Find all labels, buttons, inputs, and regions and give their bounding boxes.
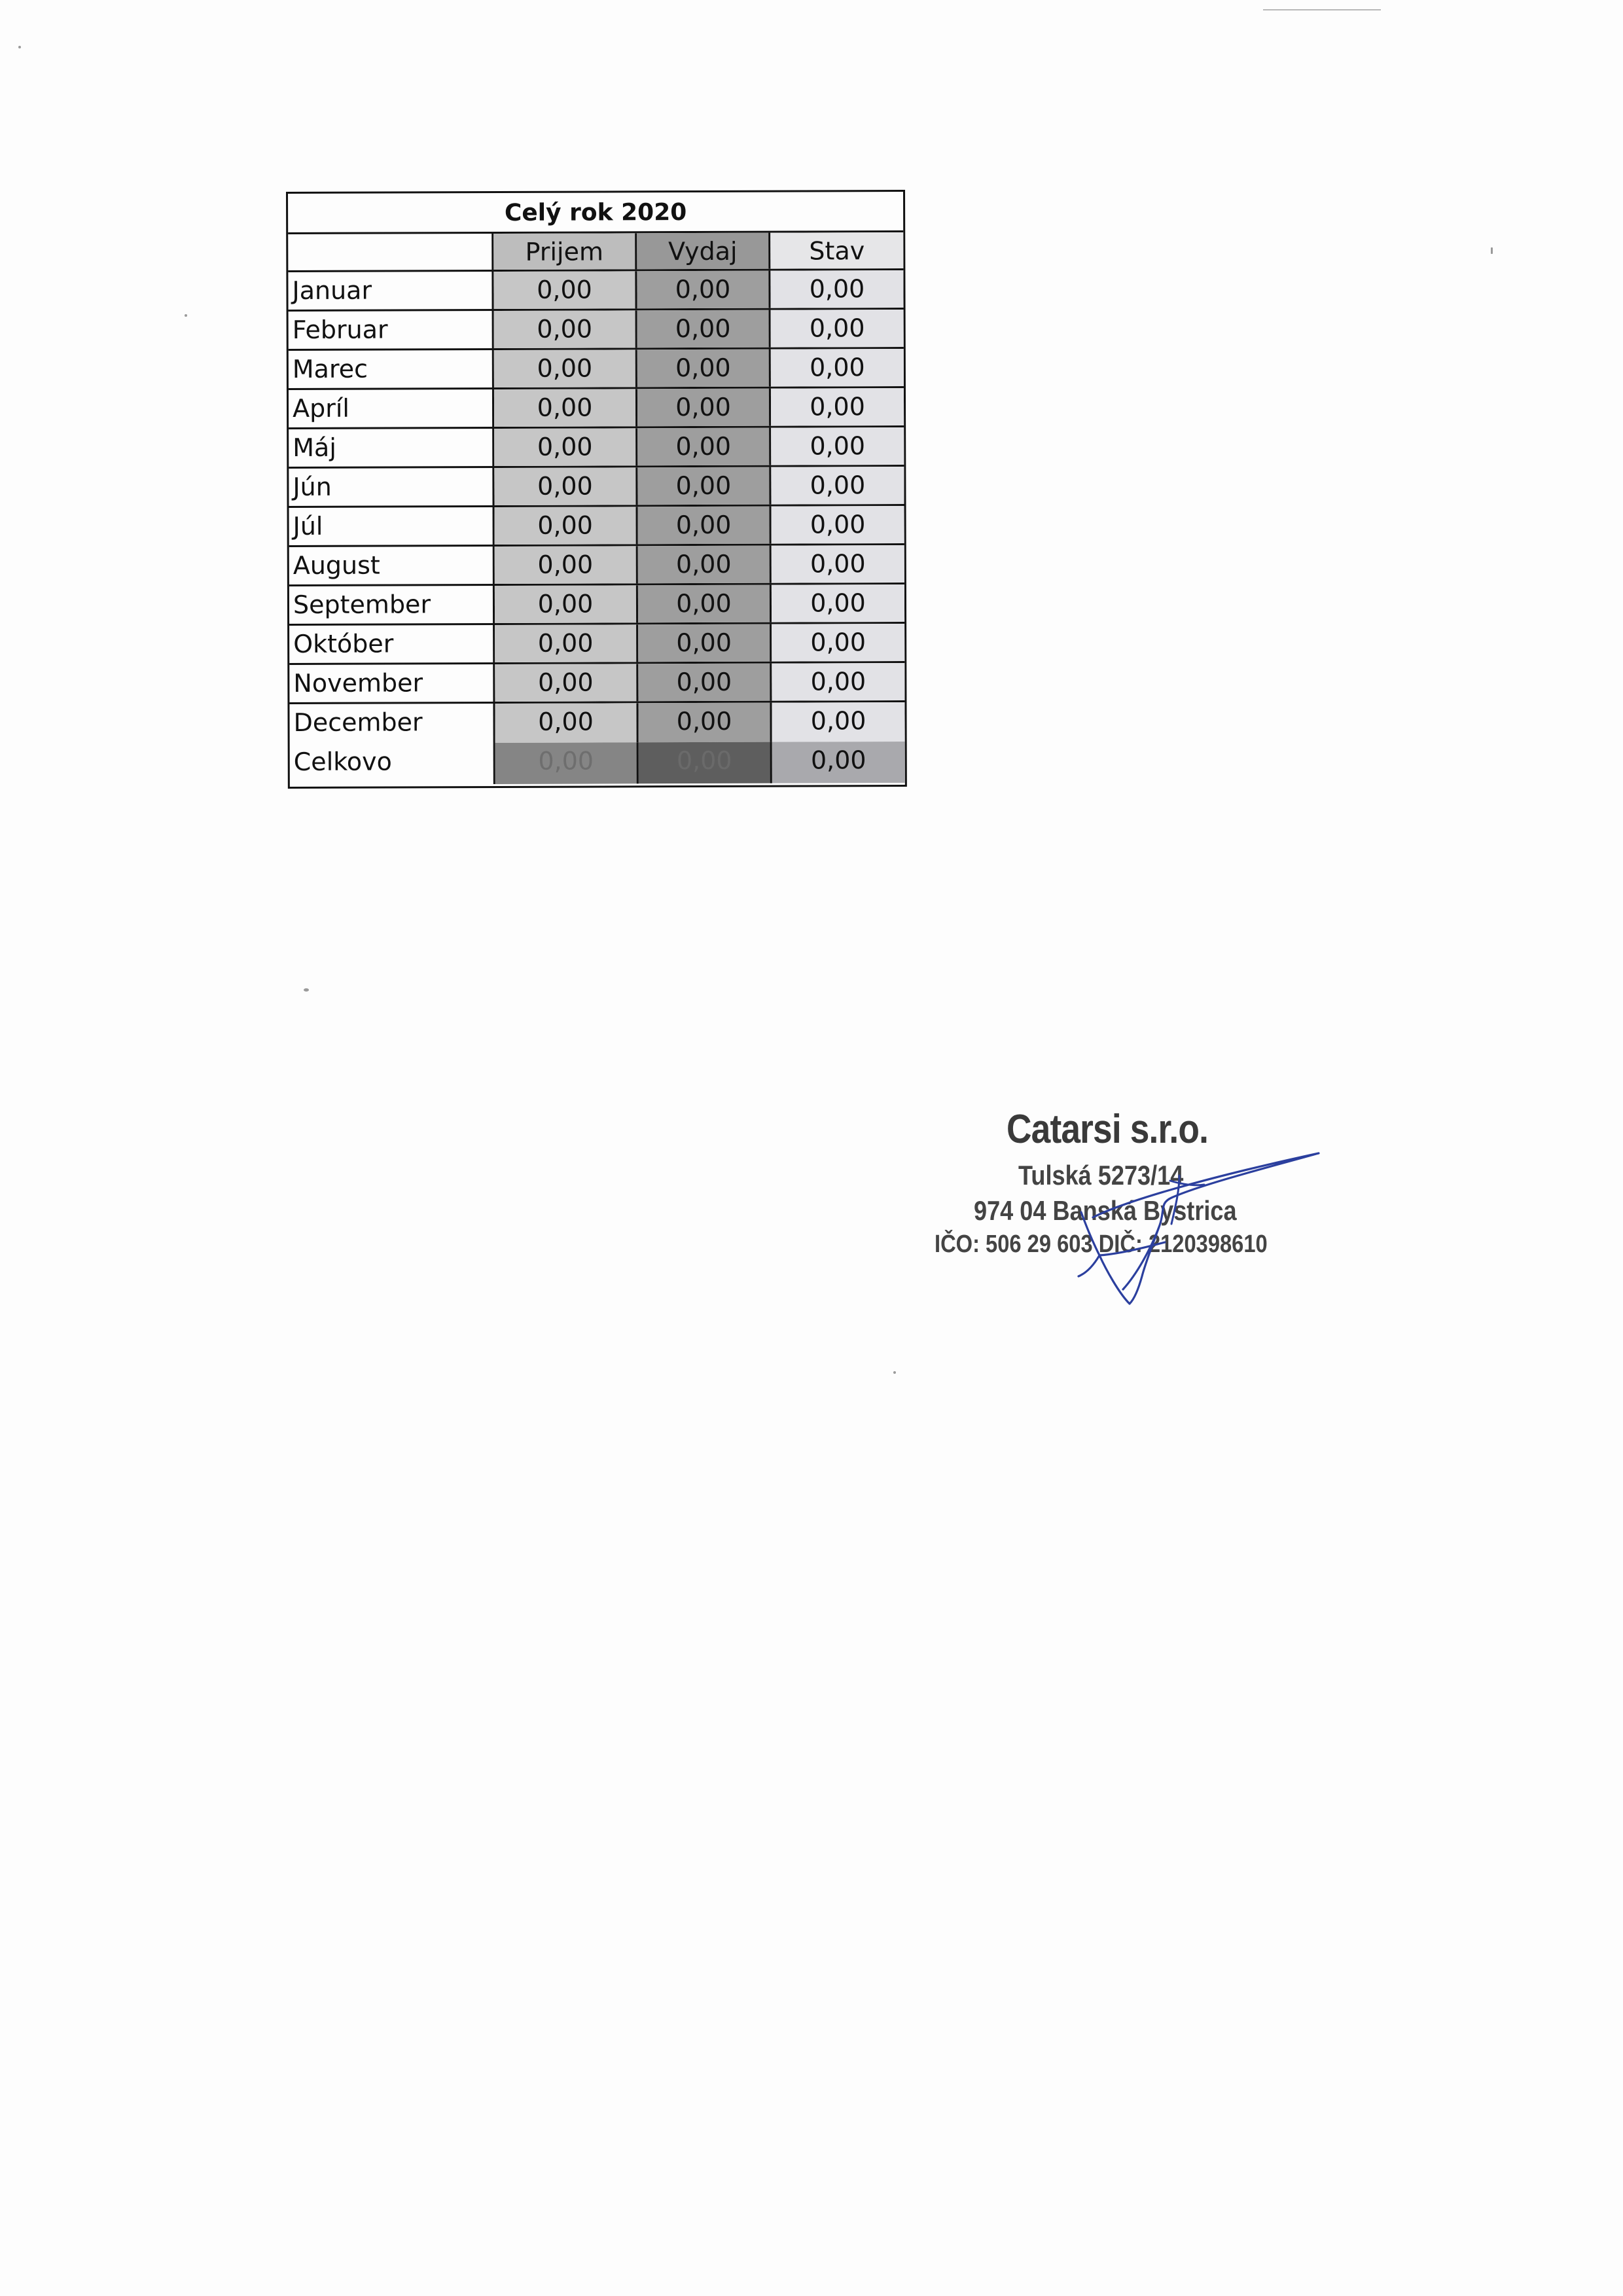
- vydaj-value: 0,00: [638, 624, 772, 662]
- total-prijem: 0,00: [495, 742, 639, 784]
- month-label: Januar: [288, 272, 493, 310]
- month-label: August: [289, 547, 495, 584]
- prijem-value: 0,00: [494, 467, 637, 505]
- stamp-ids: IČO: 506 29 603 DIČ: 2120398610: [935, 1230, 1268, 1258]
- stamp-company-name: Catarsi s.r.o.: [1007, 1107, 1209, 1152]
- header-stav: Stav: [770, 232, 903, 269]
- table-title-row: [288, 192, 903, 234]
- stav-value: 0,00: [772, 506, 904, 544]
- scan-edge-artifact: [1263, 9, 1381, 10]
- month-label: November: [289, 664, 495, 702]
- stav-value: 0,00: [772, 663, 904, 701]
- vydaj-value: 0,00: [638, 507, 772, 545]
- table-row: [289, 506, 904, 547]
- table-total-row: [290, 742, 905, 785]
- prijem-value: 0,00: [495, 664, 638, 702]
- table-title: Celý rok 2020: [504, 199, 687, 226]
- prijem-value: 0,00: [495, 507, 638, 545]
- stav-value: 0,00: [772, 702, 904, 742]
- table-row: [289, 624, 904, 665]
- table-row: [289, 427, 904, 469]
- vydaj-value: 0,00: [637, 428, 771, 466]
- stav-value: 0,00: [771, 388, 904, 426]
- table-row: [289, 349, 904, 390]
- prijem-value: 0,00: [495, 624, 638, 662]
- table-row: [289, 702, 904, 744]
- scan-speck: [18, 46, 21, 48]
- prijem-value: 0,00: [495, 585, 638, 623]
- table-header-row: [288, 232, 903, 272]
- prijem-value: 0,00: [495, 703, 638, 743]
- prijem-value: 0,00: [495, 546, 638, 584]
- vydaj-value: 0,00: [638, 546, 772, 584]
- scan-speck: [1491, 247, 1493, 254]
- month-label: Marec: [289, 350, 494, 388]
- month-label: Máj: [289, 429, 494, 467]
- total-vydaj: 0,00: [639, 742, 772, 784]
- month-label: Apríl: [289, 389, 494, 427]
- month-label: Februar: [289, 311, 494, 349]
- table-row: [289, 310, 904, 351]
- vydaj-value: 0,00: [638, 664, 772, 702]
- handwritten-signature: [1008, 1139, 1322, 1322]
- stav-value: 0,00: [771, 467, 904, 505]
- annual-summary-table: [286, 190, 907, 789]
- header-prijem: Prijem: [493, 233, 637, 270]
- vydaj-value: 0,00: [638, 703, 772, 743]
- month-label: Október: [289, 625, 495, 663]
- header-empty-cell: [288, 234, 493, 270]
- table-row: [289, 545, 904, 586]
- scan-speck: [185, 314, 187, 317]
- scan-speck: [893, 1371, 896, 1374]
- stamp-city: 974 04 Banská Bystrica: [974, 1195, 1237, 1226]
- stav-value: 0,00: [771, 427, 904, 465]
- month-label: Jún: [289, 468, 494, 506]
- stav-value: 0,00: [772, 624, 904, 662]
- stav-value: 0,00: [772, 584, 904, 622]
- stav-value: 0,00: [770, 270, 903, 308]
- prijem-value: 0,00: [494, 350, 637, 387]
- month-label: Júl: [289, 507, 495, 545]
- stav-value: 0,00: [772, 545, 904, 583]
- scan-speck: [304, 988, 309, 992]
- vydaj-value: 0,00: [638, 585, 772, 623]
- prijem-value: 0,00: [494, 310, 637, 348]
- total-label: Celkovo: [290, 743, 495, 785]
- table-row: [289, 388, 904, 429]
- prijem-value: 0,00: [494, 389, 637, 427]
- vydaj-value: 0,00: [637, 467, 771, 505]
- vydaj-value: 0,00: [637, 389, 771, 427]
- prijem-value: 0,00: [493, 271, 637, 309]
- stav-value: 0,00: [771, 310, 904, 348]
- table-row: [289, 467, 904, 508]
- month-label: September: [289, 586, 495, 624]
- table-row: [289, 584, 904, 626]
- vydaj-value: 0,00: [637, 350, 771, 387]
- month-label: December: [289, 704, 495, 744]
- vydaj-value: 0,00: [637, 310, 771, 348]
- table-row: [288, 270, 903, 312]
- stav-value: 0,00: [771, 349, 904, 387]
- header-vydaj: Vydaj: [637, 233, 770, 270]
- stamp-street: Tulská 5273/14: [1018, 1160, 1184, 1191]
- table-row: [289, 663, 904, 704]
- prijem-value: 0,00: [494, 428, 637, 466]
- total-stav: 0,00: [772, 742, 905, 783]
- vydaj-value: 0,00: [637, 271, 770, 309]
